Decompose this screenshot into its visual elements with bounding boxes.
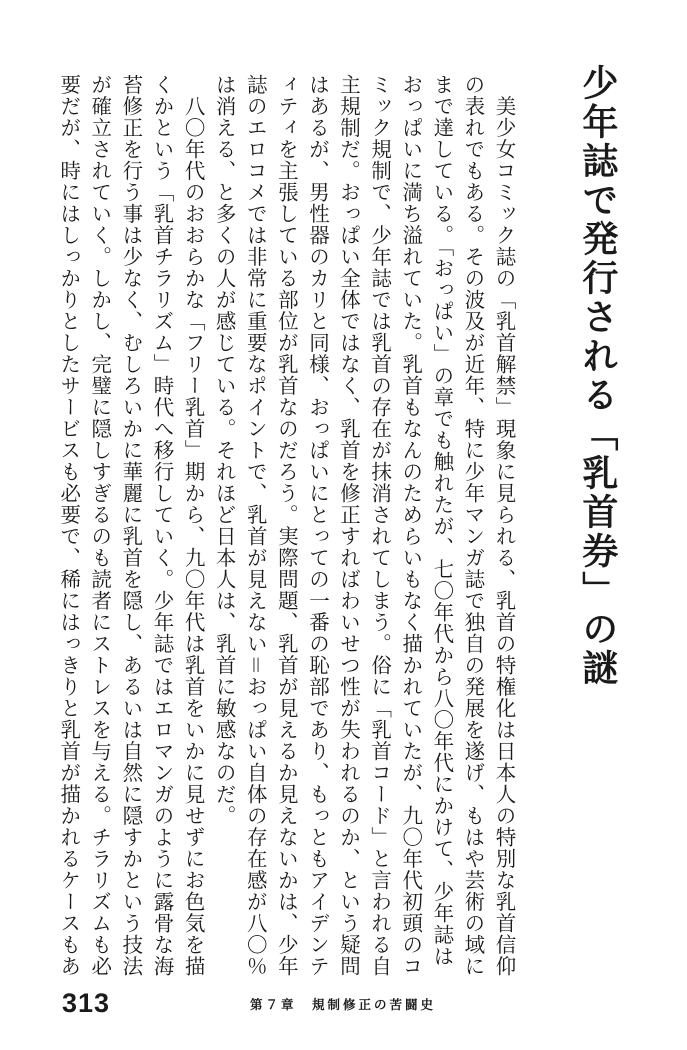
section-title: 少年誌で発行される「乳首券」の謎 bbox=[576, 64, 618, 688]
text-line: おっぱいに満ち溢れていた。乳首もなんのためらいもなく描かれていたが、九〇年代初頭のコ bbox=[398, 74, 423, 977]
text-line: の表れでもある。その波及が近年、特に少年マンガ誌で独自の発展を遂げ、もはや芸術の域に bbox=[460, 74, 485, 977]
text-line: 主規制だ。おっぱい全体ではなく、乳首を修正すればわいせつ性が失われるのか、という疑問 bbox=[336, 74, 361, 977]
text-line: くかという「乳首チラリズム」時代へ移行していく。少年誌ではエロマンガのように露骨な海 bbox=[149, 74, 174, 977]
text-line: 要だが、時にはしっかりとしたサービスも必要で、稀にはっきりと乳首が描かれるケースもあ bbox=[56, 74, 81, 977]
running-head: 第７章 規制修正の苦闘史 bbox=[250, 997, 437, 1012]
text-line: が確立されていく。しかし、完璧に隠しすぎるのも読者にストレスを与える。チラリズムも必 bbox=[87, 74, 112, 977]
text-line: 誌のエロコメでは非常に重要なポイントで、乳首が見えない＝おっぱい自体の存在感が八〇％ bbox=[243, 74, 268, 977]
text-line: は消える、と多くの人が感じている。それほど日本人は、乳首に敏感なのだ。 bbox=[212, 74, 237, 827]
text-line: 美少女コミック誌の「乳首解禁」現象に見られる、乳首の特権化は日本人の特別な乳首信仰 bbox=[492, 74, 516, 977]
text-line: まで達している。「おっぱい」の章でも触れたが、七〇年代から八〇年代にかけて、少年誌は bbox=[429, 74, 454, 967]
text-line: ミック規制で、少年誌では乳首の存在が抹消されてしまう。俗に「乳首コード」と言われる自 bbox=[367, 74, 392, 977]
body-text bbox=[52, 74, 519, 977]
text-line: 苔修正を行う事は少なく、むしろいかに華麗に乳首を隠し、あるいは自然に隠すかという技法 bbox=[118, 74, 143, 977]
page-number: 313 bbox=[62, 988, 111, 1018]
text-line: ィティを主張している部位が乳首なのだろう。実際問題、乳首が見えるか見えないかは、少年 bbox=[274, 74, 299, 977]
text-line: 八〇年代のおおらかな「フリー乳首」期から、九〇年代は乳首をいかに見せずにお色気を描 bbox=[181, 74, 206, 977]
text-line: はあるが、男性器のカリと同様、おっぱいにとっての一番の恥部であり、もっともアイデンテ bbox=[305, 74, 330, 977]
